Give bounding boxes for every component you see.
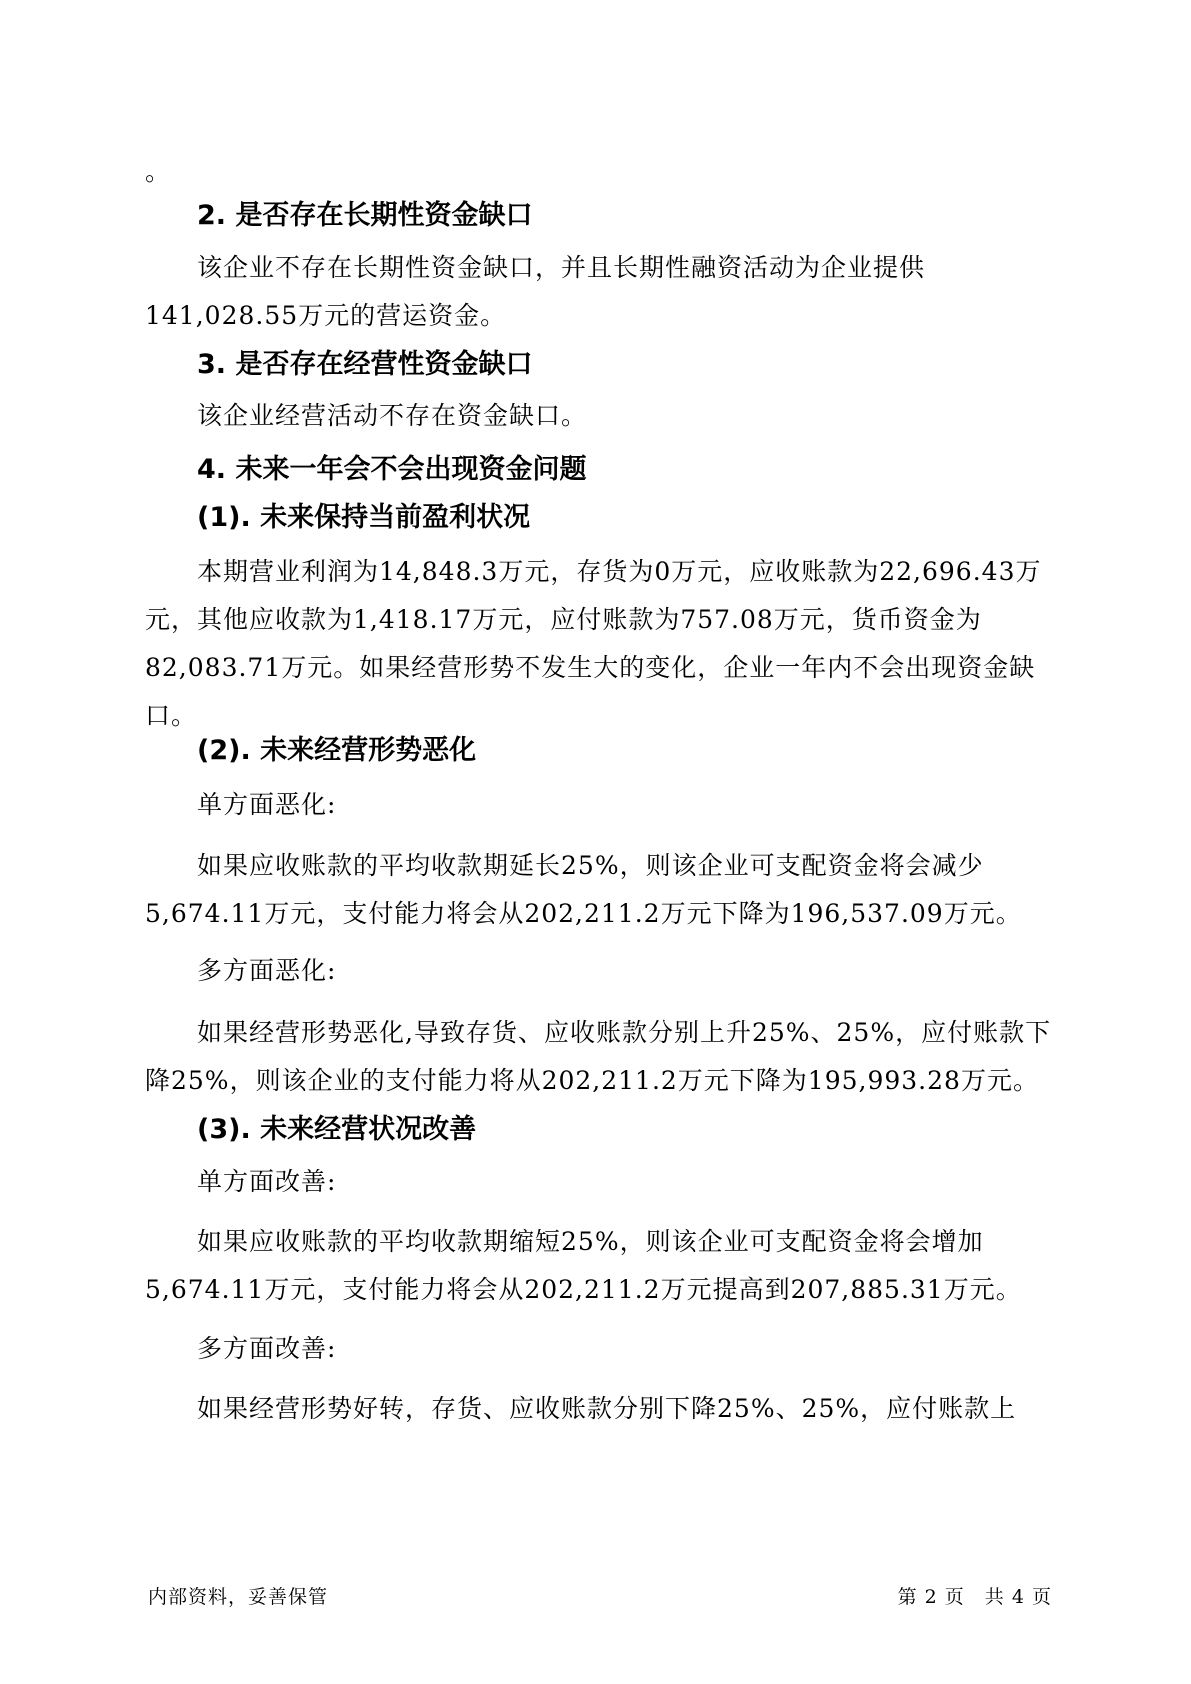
section-heading-next-year: 4. 未来一年会不会出现资金问题 (197, 454, 587, 485)
footer-page-mid: 页 共 (944, 1586, 1005, 1608)
section-heading-long-term-gap: 2. 是否存在长期性资金缺口 (197, 200, 533, 231)
subsection-heading-improvement: (3). 未来经营状况改善 (197, 1114, 477, 1145)
paragraph-long-term-gap: 该企业不存在长期性资金缺口，并且长期性融资活动为企业提供141,028.55万元的营运资金。 (145, 253, 926, 330)
paragraph-operating-gap: 该企业经营活动不存在资金缺口。 (197, 401, 588, 430)
paragraph-multi-deterioration-label: 多方面恶化: (197, 956, 337, 985)
paragraph-multi-improvement: 如果经营形势好转，存货、应收账款分别下降25%、25%，应付账款上 (197, 1394, 1017, 1423)
footer-page-number (892, 1585, 1052, 1609)
footer-confidential-note: 内部资料，妥善保管 (148, 1586, 329, 1608)
paragraph-multi-deterioration: 如果经营形势恶化,导致存货、应收账款分别上升25%、25%，应付账款下降25%，则该企业的支付能力将从202,211.2万元下降为195,993.28万元。 (145, 1018, 1052, 1095)
footer-page-total: 4 (1011, 1586, 1025, 1608)
subsection-heading-current-profit: (1). 未来保持当前盈利状况 (197, 502, 531, 533)
paragraph-current-profit: 本期营业利润为14,848.3万元，存货为0万元，应收账款为22,696.43万元，其他应收款为1,418.17万元，应付账款为757.08万元，货币资金为82,083.71万元。如果经营形势不发生大的变化，企业一年内不会出现资金缺口。 (145, 557, 1042, 730)
paragraph-multi-improvement-label: 多方面改善: (197, 1334, 337, 1363)
footer-page-current: 2 (924, 1586, 938, 1608)
paragraph-single-improvement: 如果应收账款的平均收款期缩短25%，则该企业可支配资金将会增加5,674.11万元，支付能力将会从202,211.2万元提高到207,885.31万元。 (145, 1227, 1022, 1304)
footer-page-prefix: 第 (897, 1586, 918, 1608)
section-heading-operating-gap: 3. 是否存在经营性资金缺口 (197, 349, 533, 380)
paragraph-single-deterioration-label: 单方面恶化: (197, 790, 337, 819)
continuation-text: 。 (145, 157, 172, 186)
paragraph-single-improvement-label: 单方面改善: (197, 1167, 337, 1196)
footer-page-suffix: 页 (1031, 1586, 1052, 1608)
subsection-heading-deterioration: (2). 未来经营形势恶化 (197, 735, 477, 766)
paragraph-single-deterioration: 如果应收账款的平均收款期延长25%，则该企业可支配资金将会减少5,674.11万元，支付能力将会从202,211.2万元下降为196,537.09万元。 (145, 851, 1022, 928)
